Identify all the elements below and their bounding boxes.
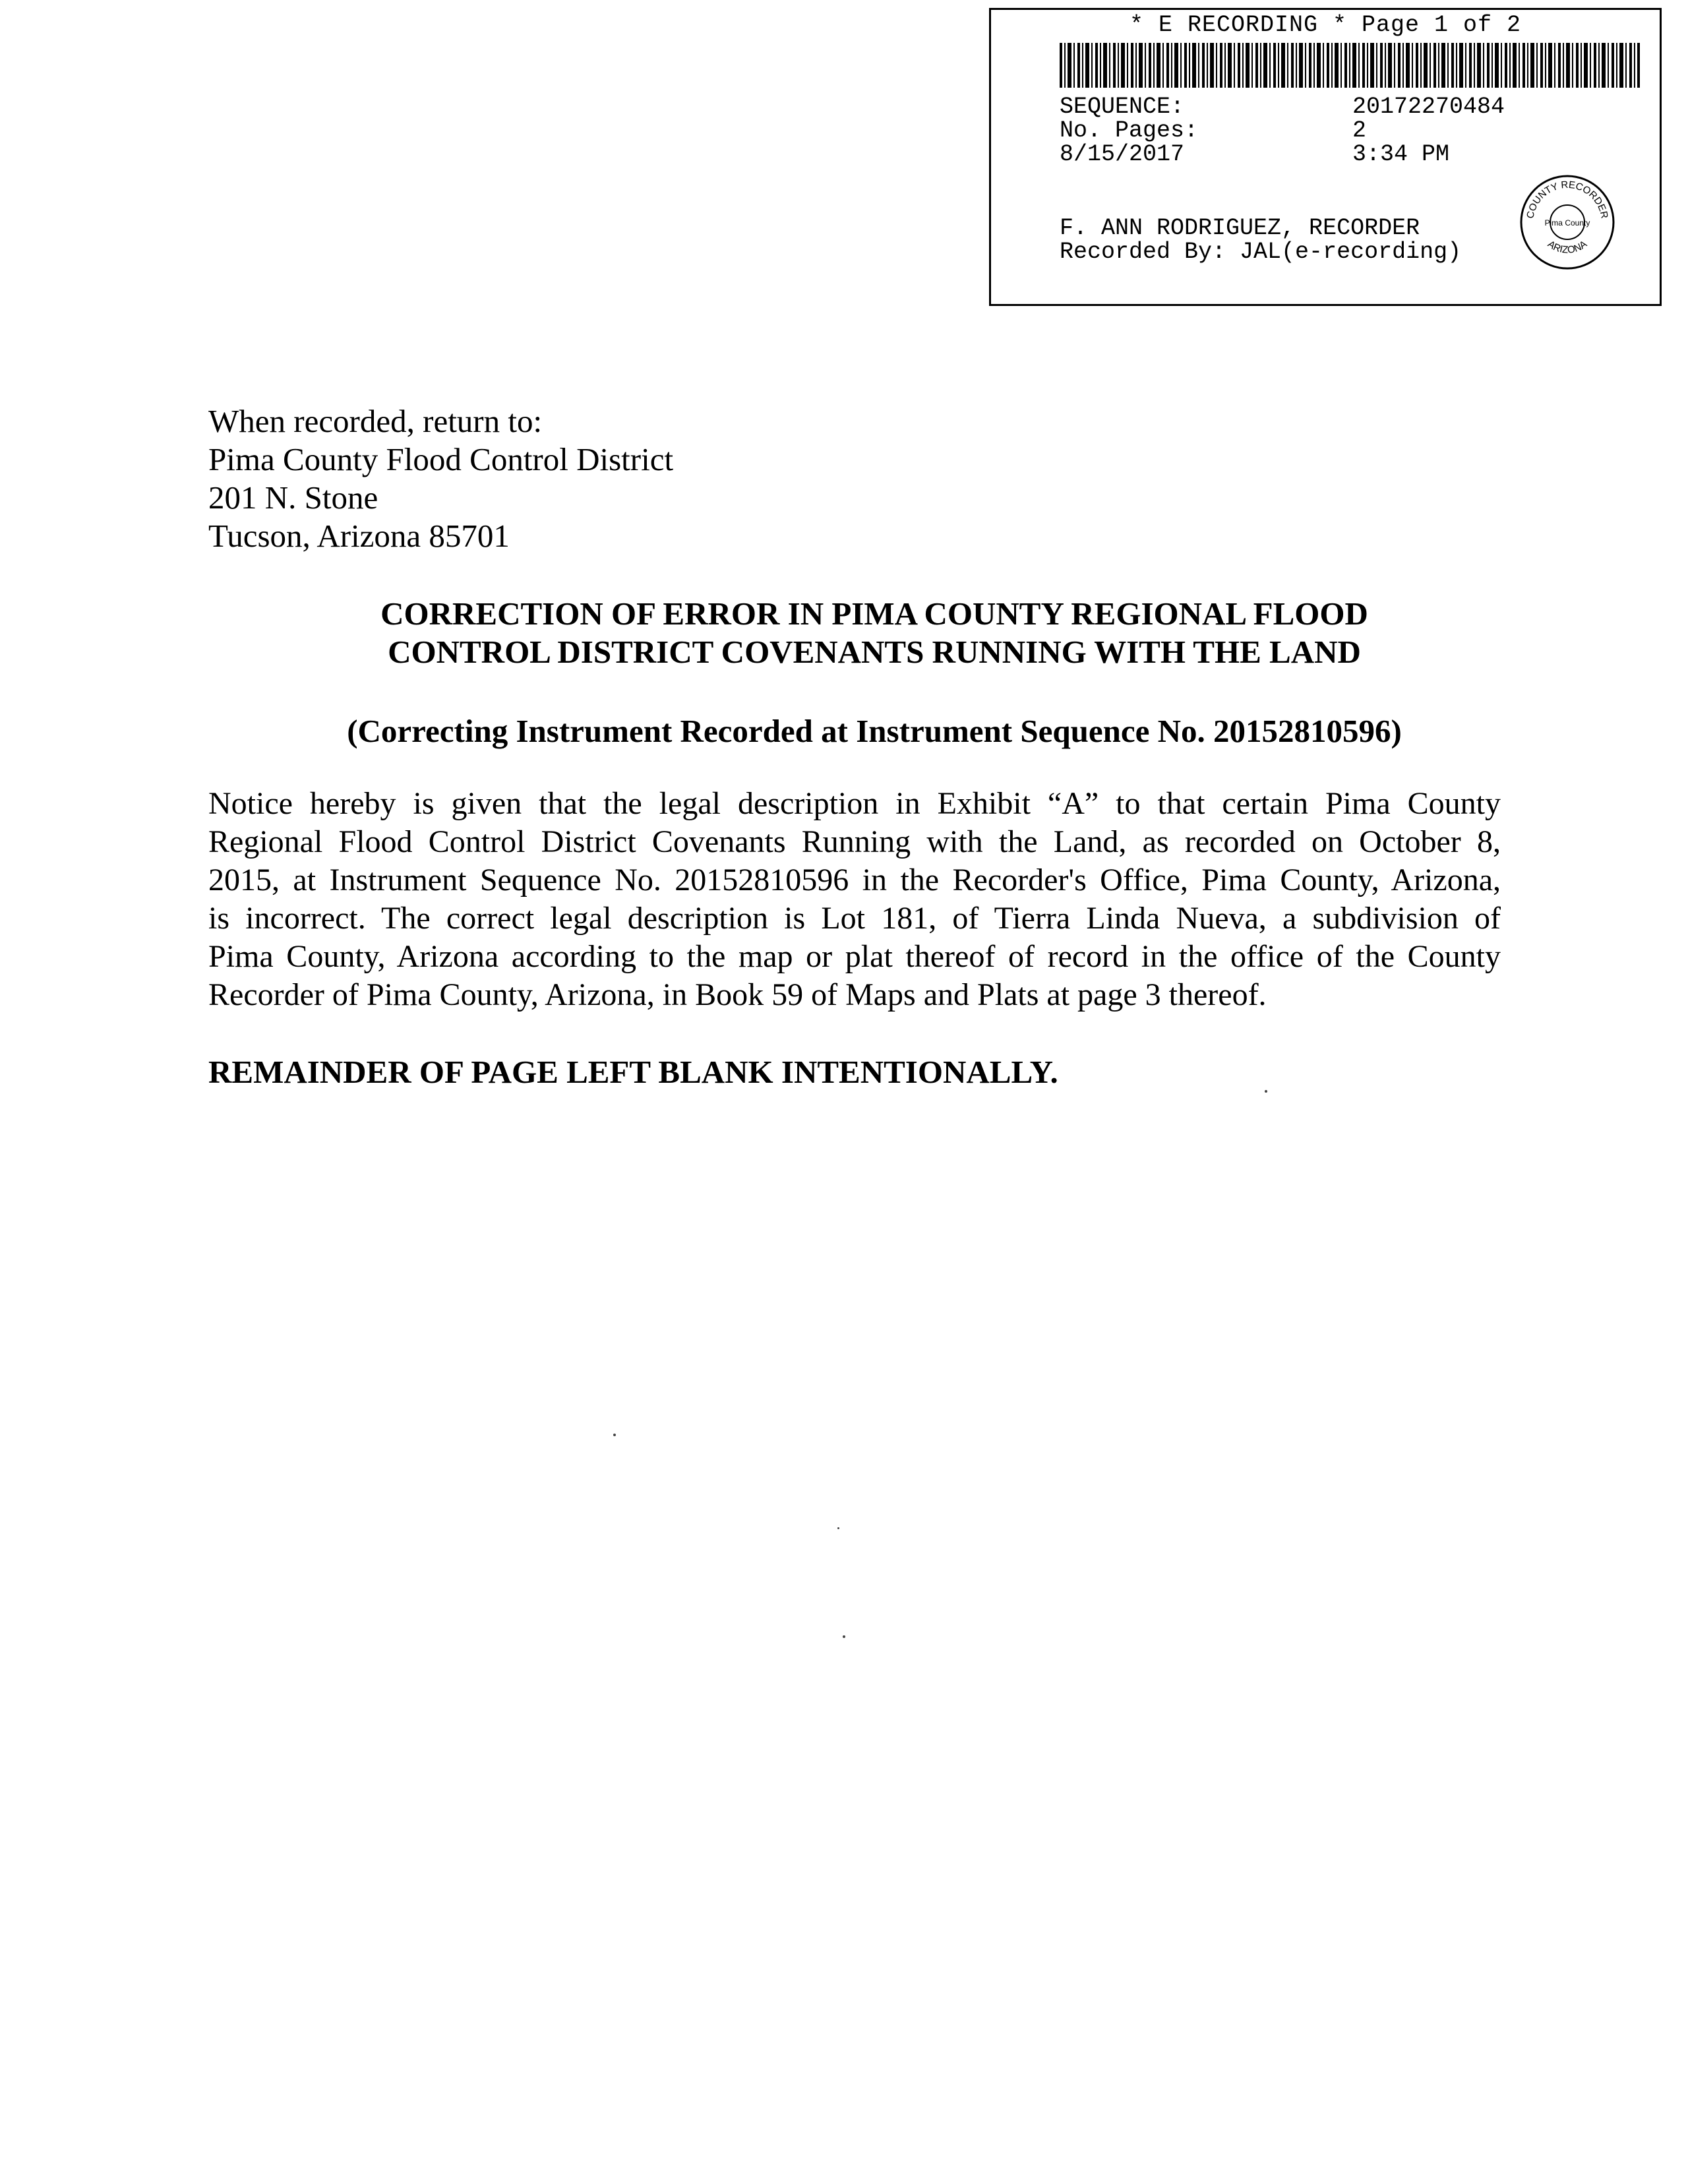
- recorded-by: Recorded By: JAL(e-recording): [1060, 239, 1462, 265]
- scan-speck: [1265, 1090, 1267, 1093]
- scan-speck: [837, 1527, 839, 1529]
- document-subtitle: (Correcting Instrument Recorded at Instrument Sequence No. 20152810596): [347, 713, 1402, 749]
- scan-speck: [843, 1635, 845, 1638]
- recording-stamp: [989, 8, 1662, 306]
- seal-bottom-text: ARIZONA: [1545, 238, 1590, 256]
- notice-line: is incorrect. The correct legal description is Lot 181, of Tierra Linda Nueva, a subdivision of: [208, 901, 1501, 936]
- scan-speck: [613, 1434, 616, 1436]
- seal-center-text: Pima County: [1544, 218, 1590, 228]
- pages-value: 2: [1352, 117, 1367, 144]
- sequence-label: SEQUENCE:: [1060, 94, 1185, 120]
- pages-label: No. Pages:: [1060, 117, 1199, 144]
- county-recorder-seal-icon: [1519, 173, 1616, 271]
- title-line: CORRECTION OF ERROR IN PIMA COUNTY REGIONAL FLOOD: [380, 595, 1368, 632]
- return-line: Tucson, Arizona 85701: [208, 518, 510, 554]
- notice-line: Notice hereby is given that the legal description in Exhibit “A” to that certain Pima County: [208, 786, 1501, 821]
- return-line: 201 N. Stone: [208, 479, 378, 516]
- sequence-value: 20172270484: [1352, 94, 1505, 120]
- remainder-notice: REMAINDER OF PAGE LEFT BLANK INTENTIONALLY.: [208, 1054, 1058, 1090]
- recording-time: 3:34 PM: [1352, 141, 1450, 167]
- seal-top-text: COUNTY RECORDER: [1524, 179, 1610, 220]
- title-line: CONTROL DISTRICT COVENANTS RUNNING WITH THE LAND: [388, 634, 1361, 670]
- document-title: [208, 595, 1540, 671]
- notice-line: Pima County, Arizona according to the map or plat thereof of record in the office of the County: [208, 939, 1501, 974]
- recording-header: * E RECORDING * Page 1 of 2: [1129, 12, 1522, 38]
- notice-line: 2015, at Instrument Sequence No. 20152810596 in the Recorder's Office, Pima County, Arizona,: [208, 863, 1501, 897]
- return-address: [208, 402, 673, 555]
- barcode: [1060, 43, 1640, 88]
- notice-paragraph: [208, 785, 1501, 1014]
- return-line: When recorded, return to:: [208, 403, 543, 439]
- return-line: Pima County Flood Control District: [208, 441, 674, 477]
- recording-date: 8/15/2017: [1060, 141, 1185, 167]
- notice-line: Recorder of Pima County, Arizona, in Book 59 of Maps and Plats at page 3 thereof.: [208, 977, 1267, 1012]
- notice-line: Regional Flood Control District Covenants Running with the Land, as recorded on October 8,: [208, 824, 1501, 859]
- recorder-name: F. ANN RODRIGUEZ, RECORDER: [1060, 215, 1420, 241]
